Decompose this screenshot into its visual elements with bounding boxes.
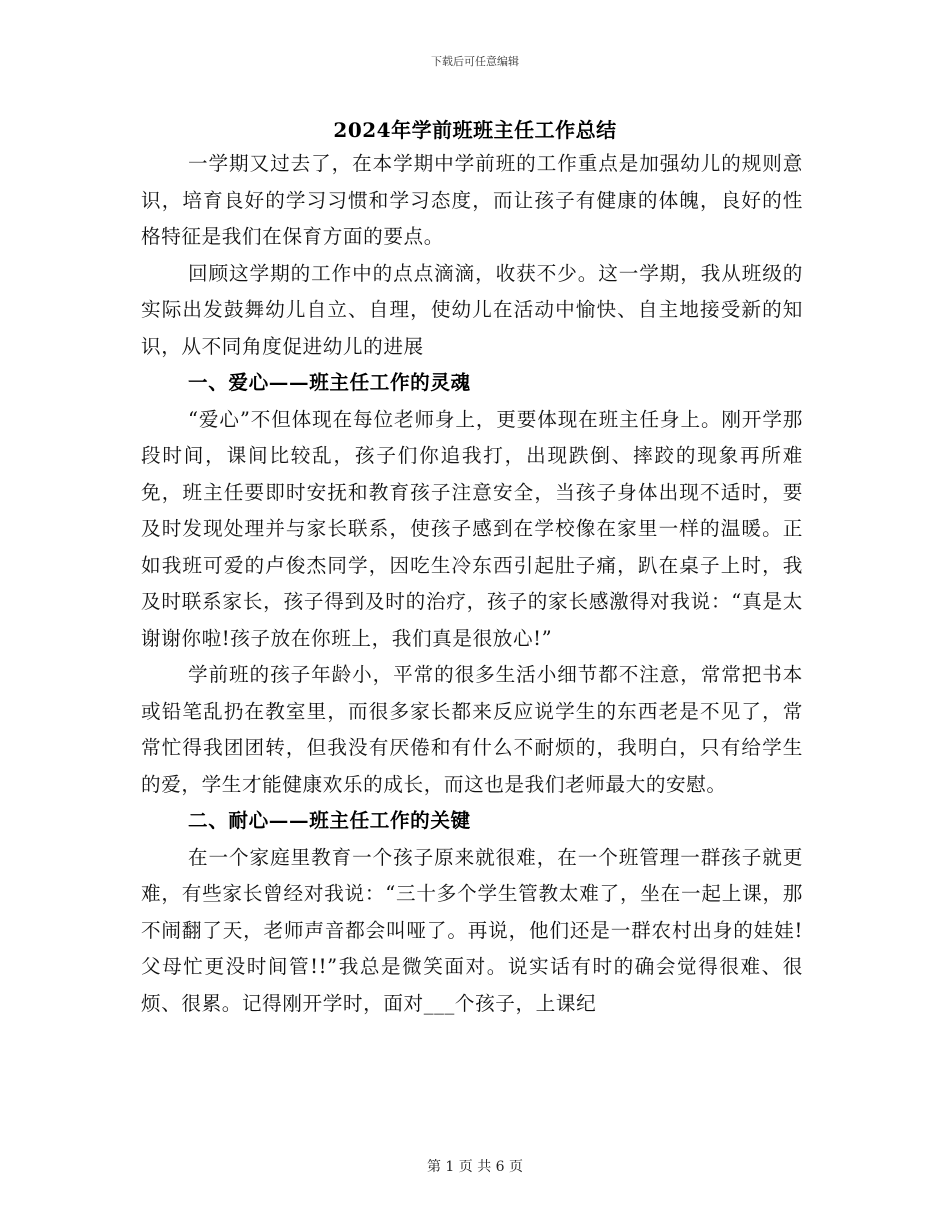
section-heading-love: 一、爱心——班主任工作的灵魂: [188, 371, 471, 394]
paragraph-love: “爱心”不但体现在每位老师身上，更要体现在班主任身上。刚开学那段时间，课间比较乱，孩子们你追我打，出现跌倒、摔跤的现象再所难免，班主任要即时安抚和教育孩子注意安全，当孩子身体出现不适时，要及时发现处理并与家长联系，使孩子感到在学校像在家里一样的温暖。正如我班可爱的卢俊杰同学，因吃生冷东西引起肚子痛，趴在桌子上时，我及时联系家长，孩子得到及时的治疗，孩子的家长感激得对我说：“真是太谢谢你啦!孩子放在你班上，我们真是很放心!”: [141, 407, 803, 650]
paragraph-patience: 在一个家庭里教育一个孩子原来就很难，在一个班管理一群孩子就更难，有些家长曾经对我说：“三十多个学生管教太难了，坐在一起上课，那不闹翻了天，老师声音都会叫哑了。再说，他们还是一群农村出身的娃娃!父母忙更没时间管!!”我总是微笑面对。说实话有时的确会觉得很难、很烦、很累。记得刚开学时，面对___个孩子，上课纪: [141, 845, 803, 1015]
page-footer: 第 1 页 共 6 页: [426, 1159, 524, 1175]
paragraph-intro: 一学期又过去了，在本学期中学前班的工作重点是加强幼儿的规则意识，培育良好的学习习惯和学习态度，而让孩子有健康的体魄，良好的性格特征是我们在保育方面的要点。: [141, 152, 803, 248]
paragraph-details: 学前班的孩子年龄小，平常的很多生活小细节都不注意，常常把书本或铅笔乱扔在教室里，而很多家长都来反应说学生的东西老是不见了，常常忙得我团团转，但我没有厌倦和有什么不耐烦的，我明白，只有给学生的爱，学生才能健康欢乐的成长，而这也是我们老师最大的安慰。: [141, 663, 803, 796]
header-note: 下载后可任意编辑: [431, 55, 519, 68]
paragraph-review: 回顾这学期的工作中的点点滴滴，收获不少。这一学期，我从班级的实际出发鼓舞幼儿自立、自理，使幼儿在活动中愉快、自主地接受新的知识，从不同角度促进幼儿的进展: [141, 261, 803, 358]
section-heading-patience: 二、耐心——班主任工作的关键: [188, 809, 471, 832]
document-title: 2024年学前班班主任工作总结: [333, 118, 617, 142]
document-body: [141, 146, 803, 1022]
